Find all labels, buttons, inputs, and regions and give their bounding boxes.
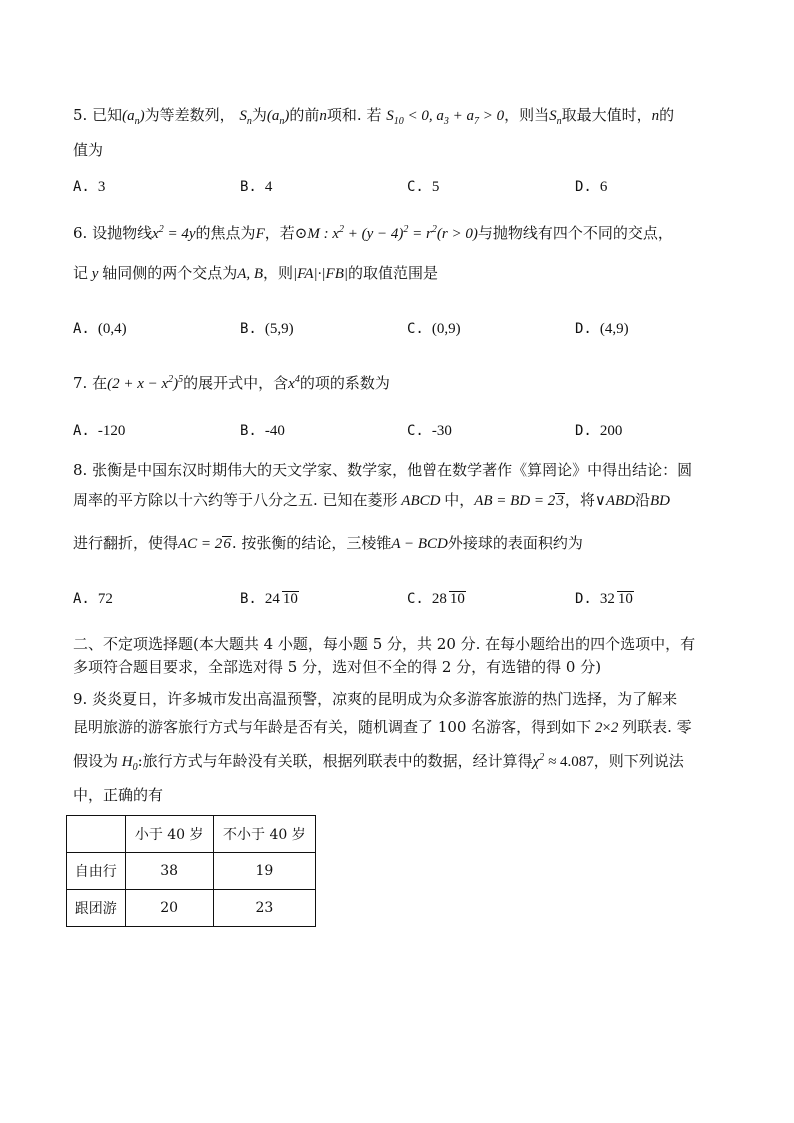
table-row-label: 自由行 xyxy=(67,853,126,890)
q6-formula-parabola: $x^2 = 4y$ xyxy=(152,224,196,242)
q6-formula-f: F xyxy=(255,226,265,242)
q8-text: 沿 xyxy=(634,491,650,509)
q7-option-d: D. 200 xyxy=(575,423,623,439)
q6-text: 6. 设抛物线 xyxy=(73,224,153,242)
q5-formula-n: n xyxy=(319,108,327,124)
q5-line2: 值为 xyxy=(73,141,104,159)
q8-text: ，将 xyxy=(564,491,595,509)
q8-option-d: D. 32 10 xyxy=(575,591,633,607)
q7-text: 的项的系数为 xyxy=(299,374,390,392)
q8-formula-bd: BD xyxy=(650,493,670,509)
q6-text: ，若 xyxy=(264,224,295,242)
q8-formula-ab-bd: AB = BD = 23 xyxy=(474,493,564,509)
q6-text: 的取值范围是 xyxy=(348,264,439,282)
table-row xyxy=(67,853,316,890)
q7-text: 7. 在 xyxy=(73,374,108,392)
q9-text: :旅行方式与年龄没有关联，根据列联表中的数据，经计算得 xyxy=(137,752,533,770)
q5-text: 为等差数列， xyxy=(144,106,235,124)
q7-option-a: A. -120 xyxy=(73,423,126,439)
q5-text: 5. 已知 xyxy=(73,106,123,124)
q5-text: 取最大值时， xyxy=(561,106,652,124)
section2-line2: 多项符合题目要求，全部选对得 5 分，选对但不全的得 2 分，有选错的得 0 分) xyxy=(73,658,602,676)
q6-line1 xyxy=(73,222,673,245)
q8-option-b: B. 24 10 xyxy=(240,591,298,607)
q8-option-a: A. 72 xyxy=(73,591,113,607)
q7-option-b: B. -40 xyxy=(240,423,285,439)
q6-option-a: A. (0,4) xyxy=(73,321,127,337)
q8-formula-abcd: ABCD xyxy=(397,493,445,509)
q8-line2 xyxy=(73,489,670,512)
table-row xyxy=(67,890,316,927)
q6-formula-product: |FA|·|FB| xyxy=(293,266,349,282)
table-cell: 19 xyxy=(213,853,315,890)
q6-text: 与抛物线有四个不同的交点， xyxy=(477,224,673,242)
q6-option-c: C. (0,9) xyxy=(407,321,461,337)
q5-text: ，则当 xyxy=(504,106,550,124)
q6-formula-ab: A, B xyxy=(237,266,264,282)
q9-text: 昆明旅游的游客旅行方式与年龄是否有关，随机调查了 100 名游客，得到如下 xyxy=(73,718,592,736)
q9-formula-chi: $\chi^2 \approx 4.087$ xyxy=(532,752,594,770)
q8-formula-triangle: ∨ABD xyxy=(594,493,635,509)
q5-option-a: A. 3 xyxy=(73,179,106,195)
table-row-label: 跟团游 xyxy=(67,890,126,927)
q8-text: 中， xyxy=(444,491,475,509)
q5-text: 的前 xyxy=(289,106,320,124)
q6-option-d: D. (4,9) xyxy=(575,321,629,337)
q9-formula-2x2: 2×2 xyxy=(591,720,623,736)
q9-line4: 中，正确的有 xyxy=(73,786,164,804)
q9-text: 假设为 xyxy=(73,752,119,770)
q5-formula-condition: $S_{10} < 0$, $a_3 + a_7 > 0$ xyxy=(386,108,505,127)
q9-line3 xyxy=(73,750,684,773)
q6-formula-y: y xyxy=(88,266,103,282)
q8-text: 周率的平方除以十六约等于八分之五. 已知在菱形 xyxy=(73,491,398,509)
q6-text: 的焦点为 xyxy=(195,224,256,242)
table-cell: 23 xyxy=(213,890,315,927)
q9-text: 列联表. 零 xyxy=(622,718,692,736)
q8-text: 进行翻折，使得 xyxy=(73,534,179,552)
table-header-cell: 小于 40 岁 xyxy=(125,816,213,853)
q5-text: 为 xyxy=(251,106,267,124)
q9-formula-h0: $H_0$ xyxy=(118,754,138,773)
q5-formula-sn: $S_n$ xyxy=(239,108,252,127)
contingency-table xyxy=(66,815,316,927)
q5-text: 的 xyxy=(659,106,675,124)
q8-option-c: C. 28 10 xyxy=(407,591,465,607)
q9-line2 xyxy=(73,716,692,739)
q8-line3 xyxy=(73,532,583,555)
q5-option-c: C. 5 xyxy=(407,179,440,195)
table-cell: 38 xyxy=(125,853,213,890)
table-header-row xyxy=(67,816,316,853)
q6-text: 记 xyxy=(73,264,89,282)
q8-text: . 按张衡的结论，三棱锥 xyxy=(231,534,392,552)
q5-formula-an2: $(a_n)$ xyxy=(266,108,290,127)
q8-text: 外接球的表面积约为 xyxy=(447,534,583,552)
q8-formula-ac: AC = 26 xyxy=(178,536,231,552)
q5-option-d: D. 6 xyxy=(575,179,608,195)
q9-line1: 9. 炎炎夏日，许多城市发出高温预警，凉爽的昆明成为众多游客旅游的热门选择，为了解来 xyxy=(73,690,678,708)
q7-formula-binomial: $(2 + x - x^2)^5$ xyxy=(107,374,184,392)
table-cell: 20 xyxy=(125,890,213,927)
q6-line2 xyxy=(73,262,438,285)
q5-line1 xyxy=(73,104,674,127)
q5-formula-sn2: $S_n$ xyxy=(549,108,562,127)
q7-line1 xyxy=(73,372,390,395)
q6-text: 轴同侧的两个交点为 xyxy=(102,264,238,282)
q8-line1: 8. 张衡是中国东汉时期伟大的天文学家、数学家，他曾在数学著作《算罔论》中得出结论：圆 xyxy=(73,461,693,479)
q6-option-b: B. (5,9) xyxy=(240,321,294,337)
q5-option-b: B. 4 xyxy=(240,179,273,195)
table-header-cell xyxy=(67,816,126,853)
q7-formula-x4: $x^4$ xyxy=(288,374,300,392)
q5-text: 项和. 若 xyxy=(326,106,382,124)
q7-option-c: C. -30 xyxy=(407,423,452,439)
q8-formula-tetra: A − BCD xyxy=(391,536,448,552)
q6-formula-circle: ⊙M : $x^2 + (y - 4)^2 = r^2(r > 0)$ xyxy=(294,224,478,242)
section2-line1: 二、不定项选择题(本大题共 4 小题，每小题 5 分，共 20 分. 在每小题给出的四个选项中，有 xyxy=(73,635,696,653)
table-header-cell: 不小于 40 岁 xyxy=(213,816,315,853)
q6-text: ，则 xyxy=(263,264,294,282)
q7-text: 的展开式中，含 xyxy=(183,374,289,392)
q5-formula-an: $(a_n)$ xyxy=(122,108,145,127)
q5-formula-n2: n xyxy=(651,108,660,124)
q9-text: ，则下列说法 xyxy=(593,752,684,770)
